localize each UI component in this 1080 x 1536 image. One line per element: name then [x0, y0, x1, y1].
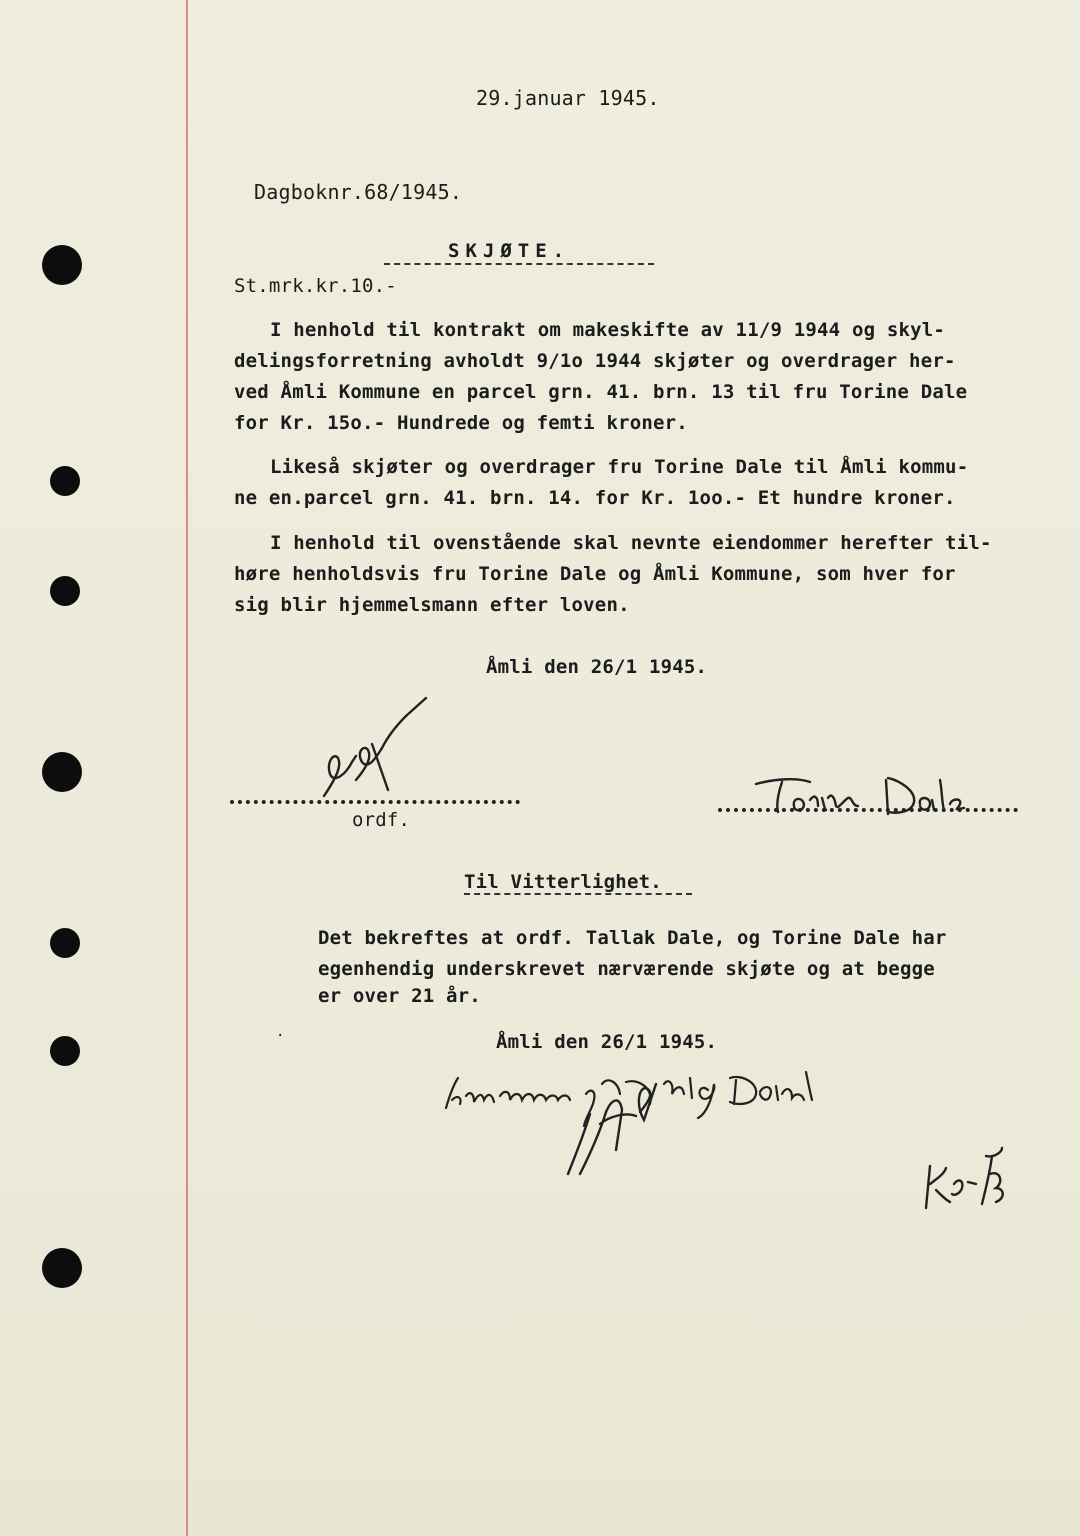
witness-line: Det bekreftes at ordf. Tallak Dale, og Torine Dale har	[318, 927, 947, 949]
signature-line	[718, 808, 1018, 812]
signature-line	[230, 800, 520, 804]
punch-hole	[42, 245, 82, 285]
lensmann-signature	[440, 1054, 920, 1194]
punch-hole	[42, 1248, 82, 1288]
paragraph-line: sig blir hjemmelsmann efter loven.	[234, 594, 630, 616]
paragraph-line: ne en.parcel grn. 41. brn. 14. for Kr. 1oo.- Et hundre kroner.	[234, 487, 956, 509]
paragraph-line: høre henholdsvis fru Torine Dale og Åmli Kommune, som hver for	[234, 563, 956, 585]
registration-date: 29.januar 1945.	[476, 86, 660, 110]
paragraph-line: for Kr. 15o.- Hundrede og femti kroner.	[234, 412, 688, 434]
punch-hole	[42, 752, 82, 792]
witness-line: er over 21 år.	[318, 985, 481, 1007]
paragraph-line: Likeså skjøter og overdrager fru Torine Dale til Åmli kommu-	[270, 456, 969, 478]
stamp-duty: St.mrk.kr.10.-	[234, 275, 397, 297]
paragraph-line: ved Åmli Kommune en parcel grn. 41. brn. 13 til fru Torine Dale	[234, 381, 968, 403]
mayor-signature	[316, 692, 436, 812]
signatory-title: ordf.	[352, 809, 411, 831]
punch-hole	[50, 466, 80, 496]
stray-mark: ·	[276, 1028, 285, 1044]
punch-hole	[50, 576, 80, 606]
punch-hole	[50, 1036, 80, 1066]
punch-hole	[50, 928, 80, 958]
journal-number: Dagboknr.68/1945.	[254, 180, 463, 204]
place-date: Åmli den 26/1 1945.	[486, 656, 708, 678]
paragraph-line: delingsforretning avholdt 9/1o 1944 skjøter og overdrager her-	[234, 350, 956, 372]
document-title: SKJØTE.	[448, 240, 571, 262]
witness-place-date: Åmli den 26/1 1945.	[496, 1031, 718, 1053]
witness-heading-underline	[464, 893, 692, 895]
title-underline	[384, 263, 654, 265]
paragraph-line: I henhold til kontrakt om makeskifte av 11/9 1944 og skyl-	[270, 319, 946, 341]
red-margin-line	[186, 0, 188, 1536]
paragraph-line: I henhold til ovenstående skal nevnte eiendommer herefter til-	[270, 532, 992, 554]
witness-line: egenhendig underskrevet nærværende skjøte og at begge	[318, 958, 935, 980]
witness-heading: Til Vitterlighet.	[464, 871, 662, 893]
clerk-initials	[916, 1138, 1016, 1212]
